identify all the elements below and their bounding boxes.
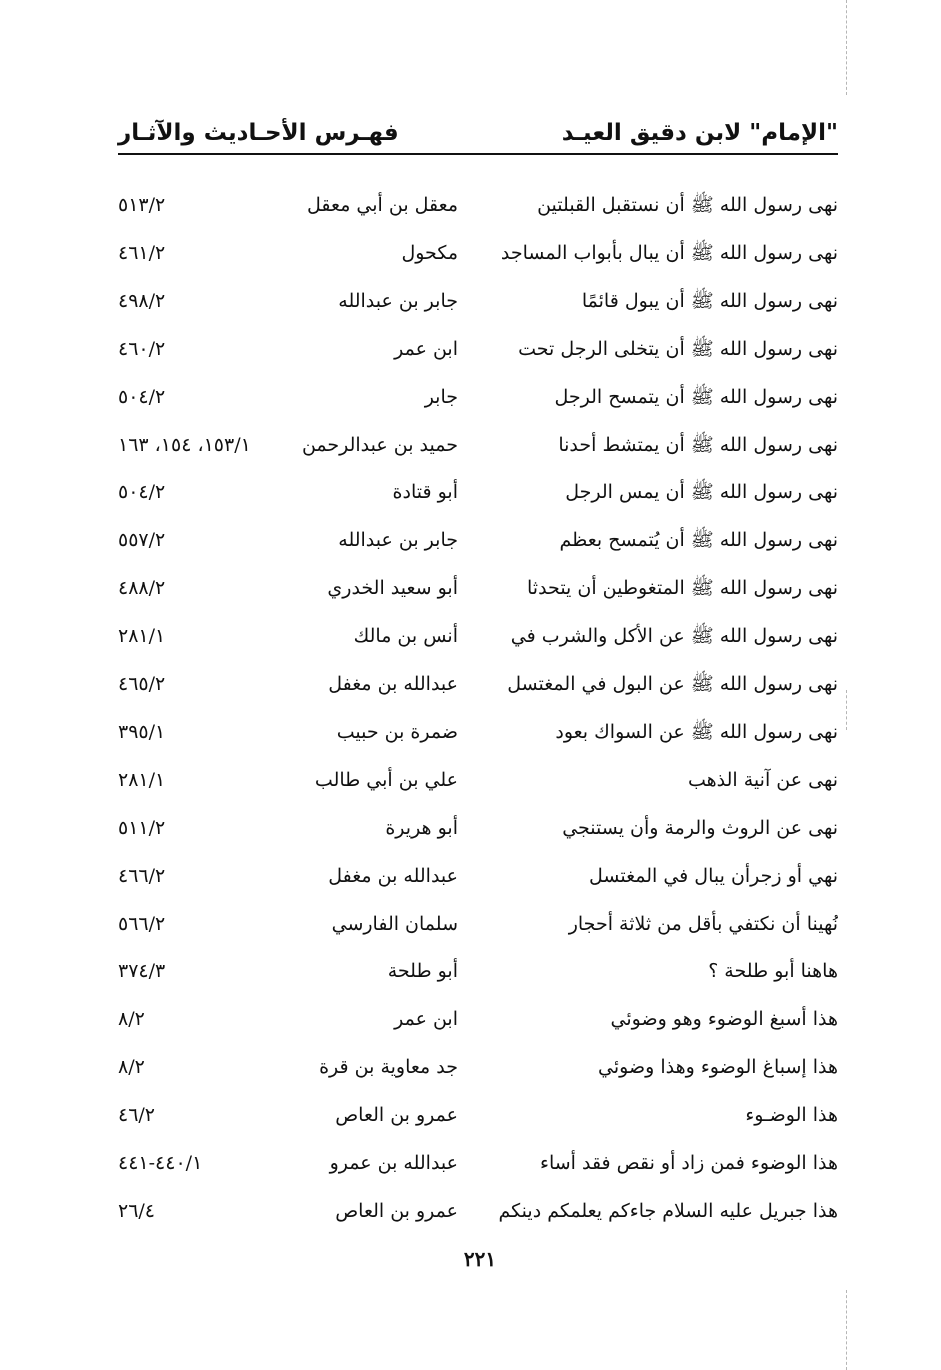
scan-edge-mark-bottom [846,1290,847,1370]
narrator-name: عبدالله بن عمرو [329,1152,458,1174]
volume-page-reference: ٥١٣/٢ [118,194,166,216]
narrator-name: أبو طلحة [387,960,458,983]
hadith-text: هاهنا أبو طلحة ؟ [708,960,838,983]
hadith-text: نهى رسول الله ﷺ أن نستقبل القبلتين [537,194,838,216]
volume-page-reference: ٥٦٦/٢ [118,912,166,935]
narrator-name: عمرو بن العاص [335,1104,458,1127]
hadith-text: هذا الوضوء فمن زاد أو نقص فقد أساء [540,1152,838,1174]
narrator-name: حميد بن عبدالرحمن [301,433,458,456]
volume-page-reference: ٤٤٠/١-٤٤١ [118,1152,203,1174]
scan-edge-mark-middle [846,690,847,730]
index-entry [118,999,838,1039]
narrator-name: ابن عمر [394,337,458,360]
index-entry [118,856,838,896]
volume-page-reference: ٥١١/٢ [118,816,166,839]
volume-page-reference: ٤٦٠/٢ [118,337,166,360]
narrator-name: جد معاوية بن قرة [319,1056,458,1079]
index-entry [118,951,838,991]
index-title: فهـرس الأحـاديث والآثـار [118,120,399,146]
narrator-name: مكحول [401,241,458,264]
hadith-text: نهى رسول الله ﷺ أن يمتشط أحدنا [558,433,838,456]
index-entry [118,1047,838,1087]
scan-edge-mark-top [846,0,847,95]
hadith-text: نهى رسول الله ﷺ أن يتخلى الرجل تحت [518,337,838,360]
narrator-name: جابر بن عبدالله [338,289,458,312]
hadith-text: نهى رسول الله ﷺ أن يبول قائمًا [581,289,838,312]
hadith-text: نهى رسول الله ﷺ عن السواك بعود [555,720,838,743]
narrator-name: علي بن أبي طالب [314,768,458,791]
index-entry [118,664,838,704]
narrator-name: أنس بن مالك [353,625,458,648]
volume-page-reference: ٤٦١/٢ [118,241,166,264]
narrator-name: سلمان الفارسي [331,912,458,935]
narrator-name: عبدالله بن مغفل [328,864,458,887]
hadith-text: نهى رسول الله ﷺ المتغوطين أن يتحدثا [527,577,838,600]
hadith-text: هذا أسبغ الوضوء وهو وضوئي [610,1008,838,1031]
narrator-name: أبو سعيد الخدري [327,577,458,600]
hadith-text: نهى رسول الله ﷺ أن يُتمسح بعظم [559,529,838,552]
volume-page-reference: ٢٨١/١ [118,625,166,648]
hadith-text: نهى رسول الله ﷺ عن الأكل والشرب في [510,625,838,648]
hadith-text: هذا الوضـوء [745,1104,838,1127]
hadith-text: نهى عن الروث والرمة وأن يستنجي [562,816,838,839]
hadith-text: هذا إسباغ الوضوء وهذا وضوئي [598,1056,838,1079]
hadith-text: نهى رسول الله ﷺ عن البول في المغتسل [507,673,838,695]
page-number: ٢٢١ [463,1247,497,1271]
index-entry [118,233,838,273]
narrator-name: ضمرة بن حبيب [336,720,458,743]
index-entry [118,472,838,512]
index-entry [118,425,838,465]
volume-page-reference: ٤٦٦/٢ [118,864,166,887]
index-entry [118,808,838,848]
running-header [118,118,838,154]
index-entry [118,712,838,752]
volume-page-reference: ١٥٣/١، ١٥٤، ١٦٣ [118,433,251,456]
hadith-text: نهى رسول الله ﷺ أن يمس الرجل [565,481,838,504]
index-entry [118,1191,838,1231]
volume-page-reference: ٤٨٨/٢ [118,577,166,600]
volume-page-reference: ٣٩٥/١ [118,720,166,743]
volume-page-reference: ٥٠٤/٢ [118,481,166,504]
index-entry [118,904,838,944]
narrator-name: معقل بن أبي معقل [307,194,458,216]
index-entry [118,329,838,369]
index-entry [118,1095,838,1135]
volume-page-reference: ٤٦٥/٢ [118,673,166,695]
hadith-text: نهي أو زجرأن يبال في المغتسل [589,864,838,887]
book-title: "الإمام" لابن دقيق العيـد [561,120,838,146]
index-entry [118,616,838,656]
index-entry [118,281,838,321]
narrator-name: أبو قتادة [392,481,458,504]
narrator-name: جابر بن عبدالله [338,529,458,552]
header-rule [118,153,838,155]
volume-page-reference: ٨/٢ [118,1008,145,1031]
volume-page-reference: ٥٠٤/٢ [118,385,166,408]
volume-page-reference: ٤٩٨/٢ [118,289,166,312]
index-entry [118,377,838,417]
narrator-name: ابن عمر [394,1008,458,1031]
hadith-text: نهى رسول الله ﷺ أن يتمسح الرجل [554,385,838,408]
volume-page-reference: ٥٥٧/٢ [118,529,166,552]
narrator-name: عمرو بن العاص [335,1199,458,1222]
hadith-text: نهى رسول الله ﷺ أن يبال بأبواب المساجد [500,241,838,264]
index-entry [118,760,838,800]
index-entry [118,185,838,225]
index-entry [118,520,838,560]
volume-page-reference: ٣٧٤/٣ [118,960,166,983]
volume-page-reference: ٢٨١/١ [118,768,166,791]
volume-page-reference: ٢٦/٤ [118,1199,156,1222]
narrator-name: أبو هريرة [385,816,458,839]
volume-page-reference: ٨/٢ [118,1056,145,1079]
index-entry [118,1143,838,1183]
hadith-text: نُهينا أن نكتفي بأقل من ثلاثة أحجار [568,912,838,935]
narrator-name: جابر [424,385,458,408]
volume-page-reference: ٤٦/٢ [118,1104,156,1127]
hadith-text: هذا جبريل عليه السلام جاءكم يعلمكم دينكم [498,1199,838,1222]
index-entry [118,568,838,608]
hadith-text: نهى عن آنية الذهب [687,768,838,791]
narrator-name: عبدالله بن مغفل [328,673,458,695]
